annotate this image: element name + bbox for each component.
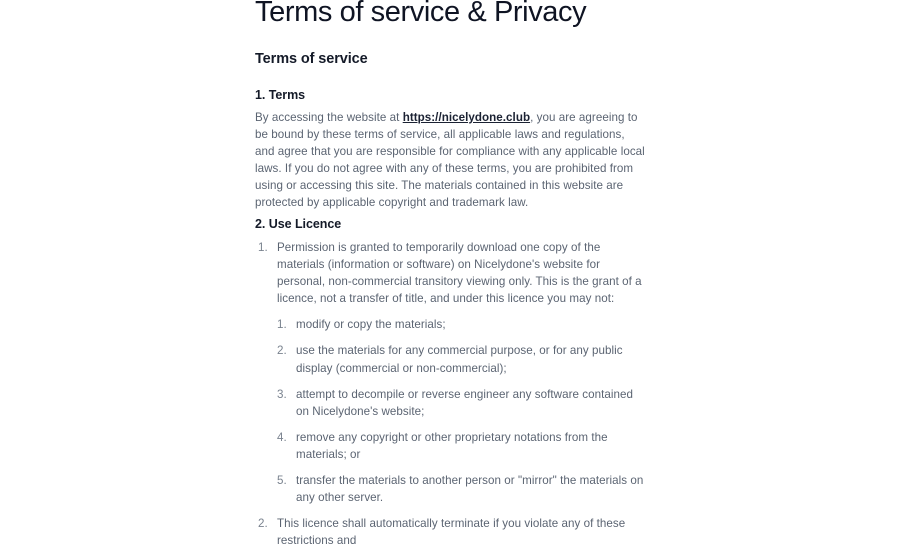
subsection-licence-body-block	[255, 239, 647, 558]
list-item	[277, 429, 647, 463]
subheading-2-use-licence: 2. Use Licence	[255, 217, 342, 231]
list-item	[277, 316, 647, 333]
list-item	[277, 342, 647, 376]
paragraph-terms-lead: By accessing the website at	[255, 111, 403, 124]
list-item-text: transfer the materials to another person or "mirror" the materials on any other server.	[296, 474, 644, 505]
list-item	[258, 515, 647, 549]
subheading-1-terms: 1. Terms	[255, 88, 306, 102]
list-item	[277, 472, 647, 506]
subsection-licence-heading-block	[255, 216, 341, 232]
list-item-text: This licence shall automatically terminate if you violate any of these restrictions and	[277, 517, 626, 548]
list-item-text: use the materials for any commercial purpose, or for any public display (commercial or non-commercial);	[296, 344, 623, 375]
subsection-terms-heading-block	[255, 87, 305, 103]
section-heading-terms-of-service: Terms of service	[255, 51, 368, 67]
subsection-terms-body-block	[255, 109, 647, 212]
paragraph-terms-rest: , you are agreeing to be bound by these terms of service, all applicable laws and regulations, and agree that you are responsible for compliance with any applicable local laws. If you do not agree with any of these terms, you are prohibited from using or accessing this site. The materials contained in this website are protected by applicable copyright and trademark law.	[255, 111, 645, 210]
list-item-text: attempt to decompile or reverse engineer any software contained on Nicelydone's website;	[296, 387, 633, 418]
page-title: Terms of service & Privacy	[255, 0, 587, 28]
use-licence-restrictions-list	[277, 316, 647, 506]
paragraph-terms	[255, 109, 647, 212]
list-item-text: Permission is granted to temporarily download one copy of the materials (information or software) on Nicelydone's website for personal, non-commercial transitory viewing only. This is the grant of a licence, not a transfer of title, and under this licence you may not:	[277, 241, 642, 306]
nicelydone-website-link[interactable]: https://nicelydone.club	[402, 111, 531, 124]
list-item	[258, 239, 647, 506]
page-title-block	[255, 0, 675, 32]
use-licence-list	[255, 239, 647, 549]
list-item-text: modify or copy the materials;	[296, 318, 446, 332]
list-item-text: remove any copyright or other proprietary notations from the materials; or	[296, 430, 608, 461]
list-item	[277, 386, 647, 420]
